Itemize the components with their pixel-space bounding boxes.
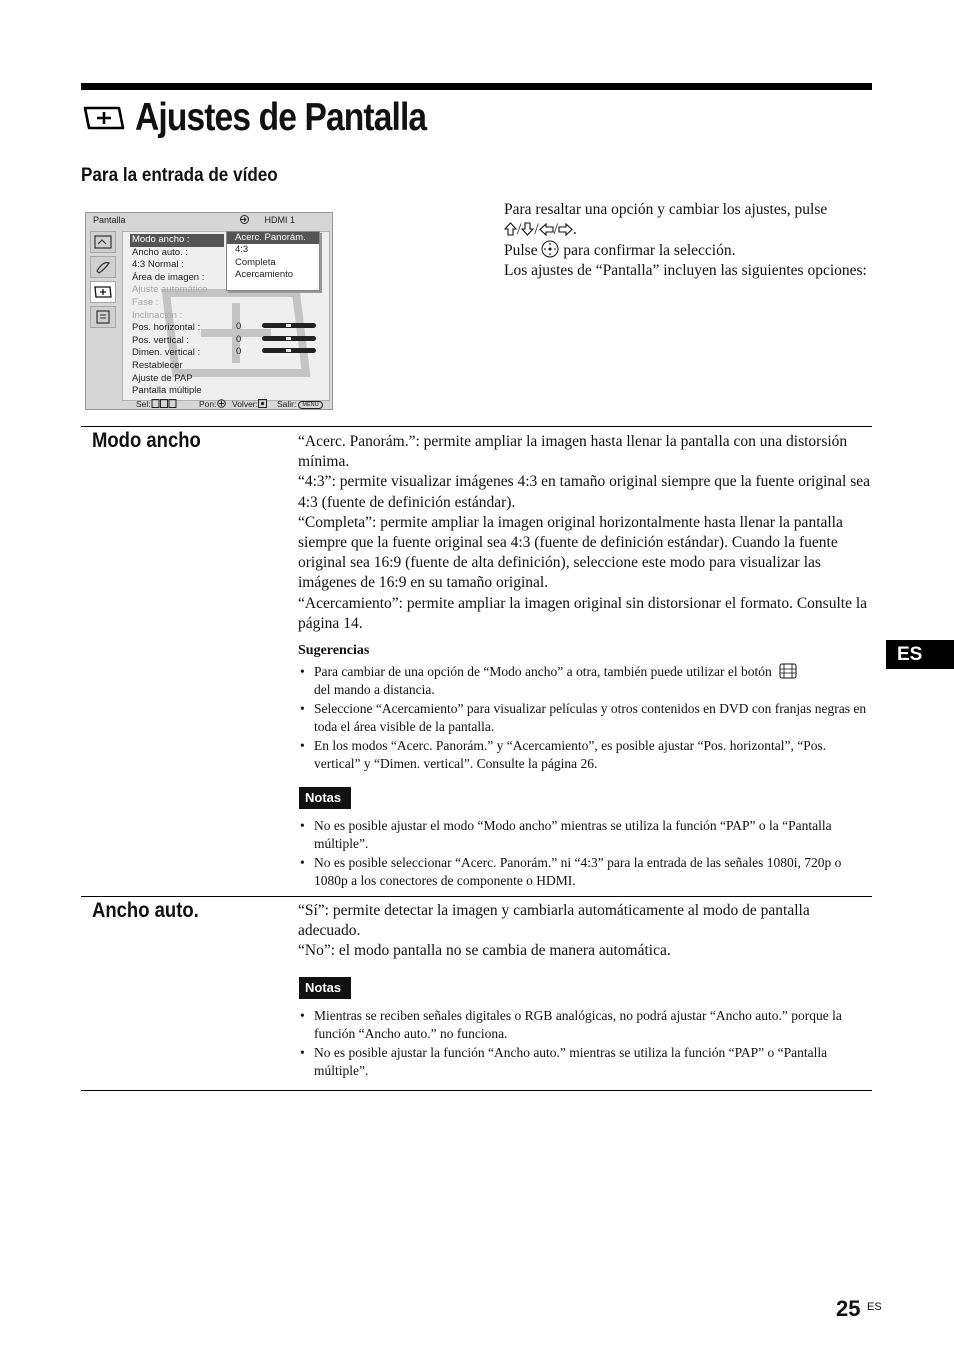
osd-options-popup	[226, 231, 320, 291]
ancho-auto-title: Ancho auto.	[92, 899, 199, 922]
modo-ancho-title: Modo ancho	[92, 429, 201, 452]
note-item: • No es posible seleccionar “Acerc. Panorám.” ni “4:3” para la entrada de las señales 1080i, 720p o 1080p a los conectores de componente o HDMI.	[298, 854, 872, 890]
arrow-right-icon	[558, 223, 573, 236]
osd-menu-screenshot	[85, 212, 333, 410]
input-icon	[239, 215, 250, 224]
section-divider	[81, 426, 872, 427]
osd-input-label: HDMI 1	[264, 215, 296, 225]
note-item: • Mientras se reciben señales digitales o RGB analógicas, no podrá ajustar “Ancho auto.” porque la función “Ancho auto.” no funciona.	[298, 1007, 872, 1043]
osd-menu-item: Pos. horizontal :	[132, 322, 201, 334]
back-icon	[258, 399, 267, 408]
osd-slider-bars	[262, 323, 316, 361]
osd-menu-item: Inclinación :	[132, 309, 183, 321]
tip-item: • Seleccione “Acercamiento” para visualizar películas y otros contenidos en DVD con franjas negras en toda el área visible de la pantalla.	[298, 700, 872, 736]
notes-list	[298, 1007, 872, 1080]
osd-menu-item: Ancho auto. :	[132, 246, 188, 258]
tips-list	[298, 663, 872, 773]
modo-ancho-paragraph: “Acercamiento”: permite ampliar la imagen original sin distorsionar el formato. Consulte la página 14.	[298, 594, 868, 632]
osd-slider	[262, 323, 316, 328]
section-divider	[81, 1090, 872, 1091]
osd-menu-item: Pos. vertical :	[132, 334, 190, 346]
osd-menu-item: Restablecer	[132, 359, 183, 371]
osd-footer-sel: Sel:	[136, 399, 177, 409]
enter-button-icon	[541, 240, 559, 258]
osd-menu-item: 4:3 Normal :	[132, 259, 184, 271]
osd-menu-list	[132, 234, 224, 398]
tip-item: • En los modos “Acerc. Panorám.” y “Acercamiento”, es posible ajustar “Pos. horizontal”, “Pos. vertical” y “Dimen. vertical”. Consulte la página 26.	[298, 737, 872, 773]
osd-menu-item: Ajuste de PAP	[132, 372, 193, 384]
modo-ancho-paragraph: “Completa”: permite ampliar la imagen original horizontalmente hasta llenar la pantalla siempre que la fuente original sea 4:3 (fuente de definición estándar). Cuando la fuente original sea 16:9 (fuente de alta definición), seleccione este modo para visualizar las imágenes de 16:9 en su tamaño original.	[298, 513, 843, 592]
osd-menu-item: Ajuste automático	[132, 284, 208, 296]
language-tab: ES	[886, 640, 954, 669]
notes-label: Notas	[299, 977, 351, 999]
ancho-auto-paragraph: “Sí”: permite detectar la imagen y cambiarla automáticamente al modo de pantalla adecuado.	[298, 902, 810, 940]
osd-menu-item: Pantalla múltiple	[132, 385, 202, 397]
osd-value: 0	[236, 333, 242, 345]
osd-footer-pon: Pon:	[199, 399, 226, 409]
intro-text	[504, 200, 874, 281]
osd-slider	[262, 336, 316, 341]
arrow-left-icon	[539, 223, 554, 236]
osd-header-label: Pantalla	[93, 215, 126, 225]
arrow-keys-icon	[151, 399, 177, 408]
screen-category-icon	[90, 281, 116, 303]
osd-values	[236, 321, 241, 359]
osd-footer-volver: Volver:	[232, 399, 267, 409]
osd-category-icons	[90, 231, 118, 331]
section-subheading: Para la entrada de vídeo	[81, 165, 278, 186]
section-divider	[81, 896, 872, 897]
modo-ancho-paragraph: “4:3”: permite visualizar imágenes 4:3 en tamaño original siempre que la fuente original sea 4:3 (fuente de definición estándar).	[298, 473, 871, 511]
intro-line-3: Los ajustes de “Pantalla” incluyen las siguientes opciones:	[504, 262, 867, 279]
osd-menu-item: Modo ancho :	[130, 234, 224, 247]
wide-mode-button-icon	[778, 663, 798, 679]
osd-popup-option: Completa	[235, 256, 276, 268]
osd-value: 0	[236, 346, 242, 358]
osd-input-indicator	[239, 215, 295, 225]
screen-settings-icon	[81, 102, 125, 134]
modo-ancho-body	[298, 432, 872, 891]
osd-footer-salir: Salir: MENU	[277, 399, 323, 409]
menu-key-icon: MENU	[298, 401, 322, 409]
tips-heading: Sugerencias	[298, 643, 370, 659]
title-block	[81, 94, 474, 142]
sound-category-icon	[90, 256, 116, 278]
notes-label: Notas	[299, 787, 351, 809]
arrow-up-icon	[504, 222, 517, 236]
osd-slider	[262, 348, 316, 353]
notes-label-wrap	[298, 977, 872, 999]
page-number-suffix: ES	[867, 1301, 882, 1313]
setup-category-icon	[90, 306, 116, 328]
note-item: • No es posible ajustar la función “Ancho auto.” mientras se utiliza la función “PAP” o “Pantalla múltiple”.	[298, 1044, 872, 1080]
top-rule	[81, 83, 872, 90]
osd-menu-item: Dimen. vertical :	[132, 347, 201, 359]
modo-ancho-paragraph: “Acerc. Panorám.”: permite ampliar la imagen hasta llenar la pantalla con una distorsión mínima.	[298, 433, 848, 471]
osd-menu-item: Fase :	[132, 296, 159, 308]
arrow-down-icon	[521, 222, 534, 236]
intro-line-1: Para resaltar una opción y cambiar los ajustes, pulse	[504, 201, 828, 218]
osd-popup-option: Acercamiento	[235, 269, 294, 281]
picture-category-icon	[90, 231, 116, 253]
intro-line-2: Pulse para confirmar la selección.	[504, 242, 736, 259]
ancho-auto-body	[298, 901, 872, 1081]
osd-menu-item: Área de imagen :	[132, 271, 205, 283]
osd-popup-option: 4:3	[235, 244, 249, 256]
enter-icon	[217, 399, 226, 408]
page-title: Ajustes de Pantalla	[135, 96, 427, 139]
notes-label-wrap	[298, 787, 872, 809]
page-number: 25	[836, 1296, 861, 1321]
ancho-auto-paragraph: “No”: el modo pantalla no se cambia de manera automática.	[298, 942, 671, 960]
note-item: • No es posible ajustar el modo “Modo ancho” mientras se utiliza la función “PAP” o la “Pantalla múltiple”.	[298, 817, 872, 853]
notes-list	[298, 817, 872, 890]
intro-arrows: / / / .	[504, 220, 874, 240]
tip-item: • Para cambiar de una opción de “Modo ancho” a otra, también puede utilizar el botón del mando a distancia.	[298, 663, 872, 699]
osd-value: 0	[236, 321, 242, 332]
osd-popup-option: Acerc. Panorám.	[227, 232, 319, 244]
